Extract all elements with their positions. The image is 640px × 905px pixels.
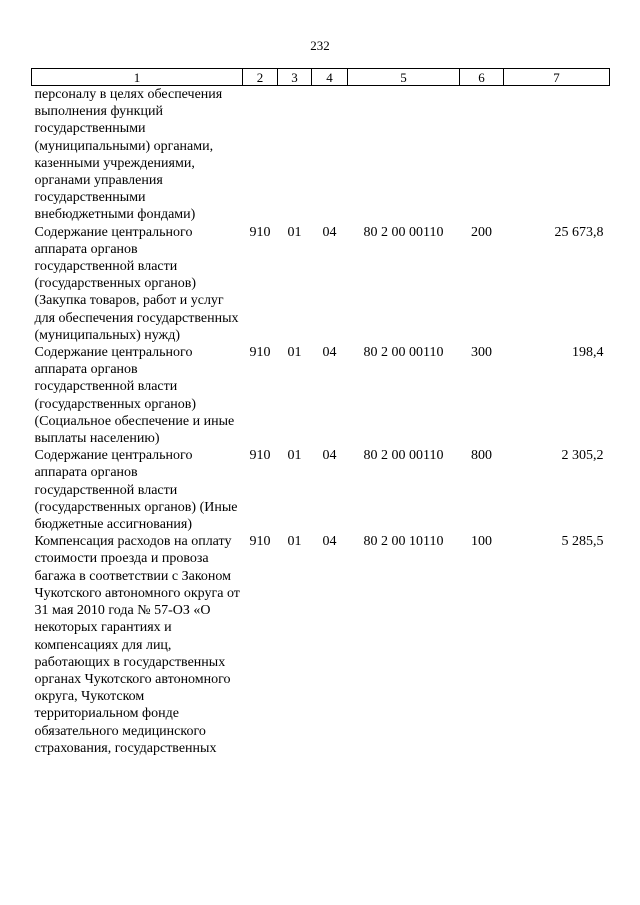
row-expense-type: 300 [471,345,492,361]
row-section: 01 [287,448,302,464]
table-header-row [32,69,610,86]
row-name: Содержание центрального аппарата органов государственной власти (государственных органов) (Социальное обеспечение и иные выплаты населению) [34,345,235,447]
row-subsection: 04 [322,345,337,361]
page-number: 232 [310,38,330,53]
row-ministry: 910 [249,224,271,240]
table-row-continuation [32,86,610,224]
row-target-article: 80 2 00 00110 [363,345,444,361]
table-row [32,447,610,533]
row-section: 01 [287,534,302,550]
column-header-7: 7 [504,69,610,86]
column-header-1: 1 [32,69,243,86]
row-name: Содержание центрального аппарата органов государственной власти (государственных органов) (Иные бюджетные ассигнования) [34,448,238,533]
row-ministry: 910 [249,345,271,361]
column-header-2: 2 [243,69,278,86]
row-target-article: 80 2 00 10110 [363,534,444,550]
row-target-article: 80 2 00 00110 [363,448,444,464]
table-row [32,224,610,344]
column-header-6: 6 [460,69,504,86]
column-header-5: 5 [348,69,460,86]
row-section: 01 [287,224,302,240]
column-header-3: 3 [278,69,312,86]
row-expense-type: 200 [471,224,492,240]
row-subsection: 04 [322,534,337,550]
row-subsection: 04 [322,224,337,240]
row-target-article: 80 2 00 00110 [363,224,444,240]
continuation-text: персоналу в целях обеспечения выполнения функций государственными (муниципальными) органами, казенными учреждениями, органами управления государственными внебюджетными фондами) [34,87,223,223]
row-expense-type: 100 [471,534,492,550]
column-header-4: 4 [312,69,348,86]
row-name: Компенсация расходов на оплату стоимости проезда и провоза багажа в соответствии с Законом Чукотского автономного округа от 31 мая 2010 года № 57-ОЗ «О некоторых гарантиях и компенсациях для лиц, работающих в государственных органах Чукотского автономного округа, Чукотском территориальном фонде обязательного медицинского страхования, государственных [34,534,240,756]
row-name: Содержание центрального аппарата органов государственной власти (государственных органов) (Закупка товаров, работ и услуг для обеспечения государственных (муниципальных) нужд) [34,224,239,343]
row-subsection: 04 [322,448,337,464]
budget-table [31,68,610,757]
row-expense-type: 800 [471,448,492,464]
row-amount: 25 673,8 [554,224,604,240]
row-amount: 198,4 [572,345,604,361]
row-ministry: 910 [249,534,271,550]
row-amount: 2 305,2 [561,448,604,464]
table-row [32,344,610,447]
row-amount: 5 285,5 [561,534,604,550]
row-section: 01 [287,345,302,361]
row-ministry: 910 [249,448,271,464]
table-row [32,533,610,757]
